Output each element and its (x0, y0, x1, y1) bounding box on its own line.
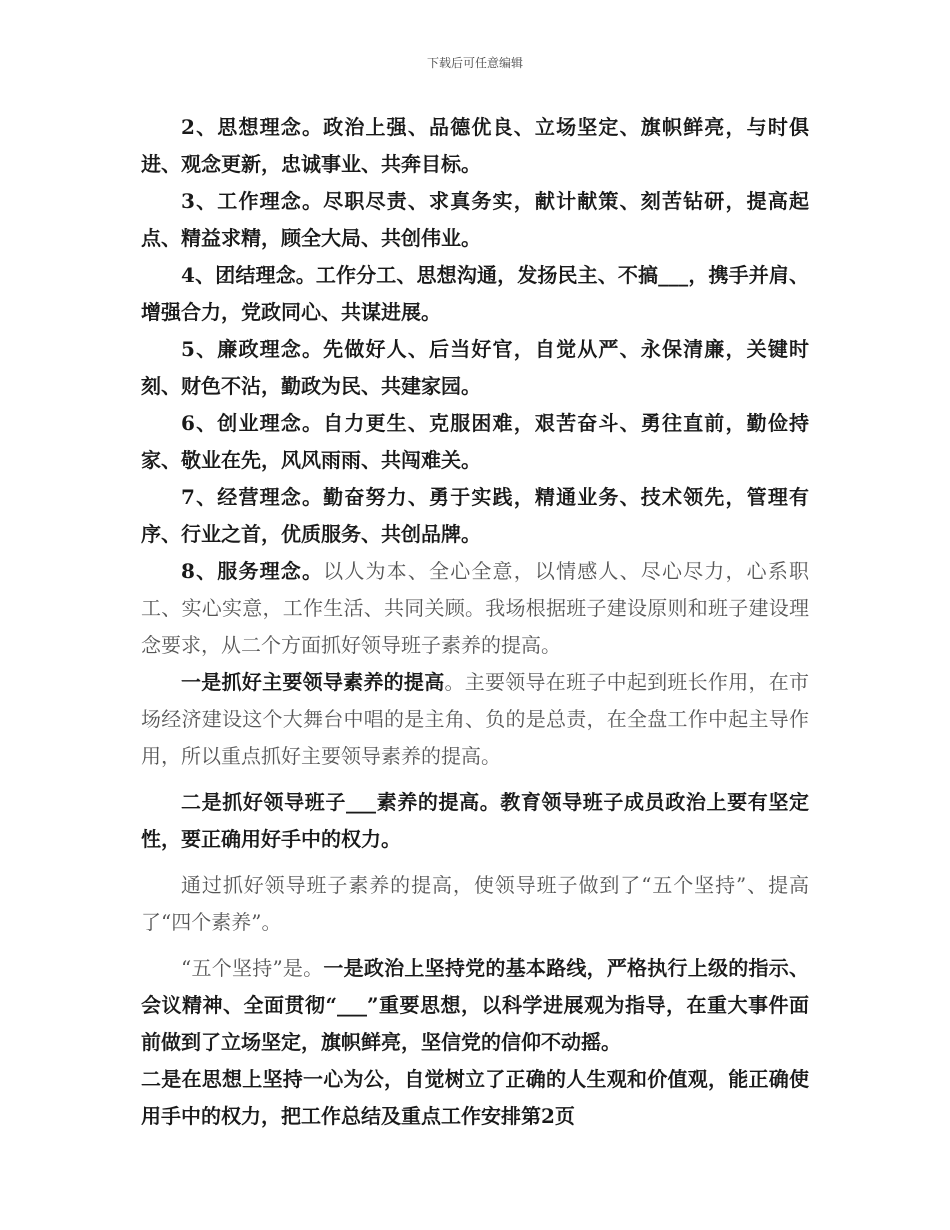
paragraph-9 (141, 784, 809, 858)
paragraph-3-text: 4、团结理念。工作分工、思想沟通，发扬民主、不搞___，携手并肩、增强合力，党政同心、共谋进展。 (141, 263, 809, 324)
paragraph-6-text: 7、经营理念。勤奋努力、勇于实践，精通业务、技术领先，管理有序、行业之首，优质服务、共创品牌。 (141, 485, 809, 546)
paragraph-8-text: 。主要领导在班子中起到班长作用，在市场经济建设这个大舞台中唱的是主角、负的是总责，在全盘工作中起主导作用，所以重点抓好主要领导素养的提高。 (141, 670, 810, 768)
paragraph-2 (141, 183, 809, 257)
page-header: 下载后可任意编辑 (426, 56, 523, 70)
paragraph-7 (141, 553, 809, 664)
paragraph-1 (141, 109, 809, 183)
paragraph-11-text: 一是政治上坚持党的基本路线，严格执行上级的指示、会议精神、全面贯彻“___”重要思想，以科学进展观为指导，在重大事件面前做到了立场坚定，旗帜鲜亮，坚信党的信仰不动摇。 (141, 956, 810, 1054)
paragraph-8 (141, 664, 809, 775)
paragraph-7-text: 以人为本、全心全意，以情感人、尽心尽力，心系职工、实心实意，工作生活、共同关顾。我场根据班子建设原则和班子建设理念要求，从二个方面抓好领导班子素养的提高。 (141, 559, 810, 657)
paragraph-4 (141, 331, 809, 405)
paragraph-1-text: 2、思想理念。政治上强、品德优良、立场坚定、旗帜鲜亮，与时俱进、观念更新，忠诚事业、共奔目标。 (141, 115, 809, 176)
paragraph-6 (141, 479, 809, 553)
document-body (141, 109, 809, 1135)
paragraph-12 (141, 1061, 809, 1135)
paragraph-3 (141, 257, 809, 331)
paragraph-8-text: 一是抓好主要领导素养的提高 (181, 670, 445, 694)
paragraph-11-text: “五个坚持”是。 (181, 956, 324, 980)
paragraph-12-text: 二是在思想上坚持一心为公，自觉树立了正确的人生观和价值观，能正确使用手中的权力，把工作总结及重点工作安排第2页 (141, 1067, 809, 1128)
paragraph-4-text: 5、廉政理念。先做好人、后当好官，自觉从严、永保清廉，关键时刻、财色不沾，勤政为民、共建家园。 (141, 337, 809, 398)
paragraph-5 (141, 405, 809, 479)
paragraph-5-text: 6、创业理念。自力更生、克服困难，艰苦奋斗、勇往直前，勤俭持家、敬业在先，风风雨雨、共闯难关。 (141, 411, 809, 472)
paragraph-10-text: 通过抓好领导班子素养的提高，使领导班子做到了“五个坚持”、提高了“四个素养”。 (141, 873, 809, 934)
paragraph-2-text: 3、工作理念。尽职尽责、求真务实，献计献策、刻苦钻研，提高起点、精益求精，顾全大局、共创伟业。 (141, 189, 809, 250)
paragraph-11 (141, 950, 809, 1061)
paragraph-9-text: 二是抓好领导班子___素养的提高。教育领导班子成员政治上要有坚定性，要正确用好手中的权力。 (141, 790, 809, 851)
paragraph-10 (141, 867, 809, 941)
paragraph-7-text: 8、服务理念。 (181, 559, 324, 583)
